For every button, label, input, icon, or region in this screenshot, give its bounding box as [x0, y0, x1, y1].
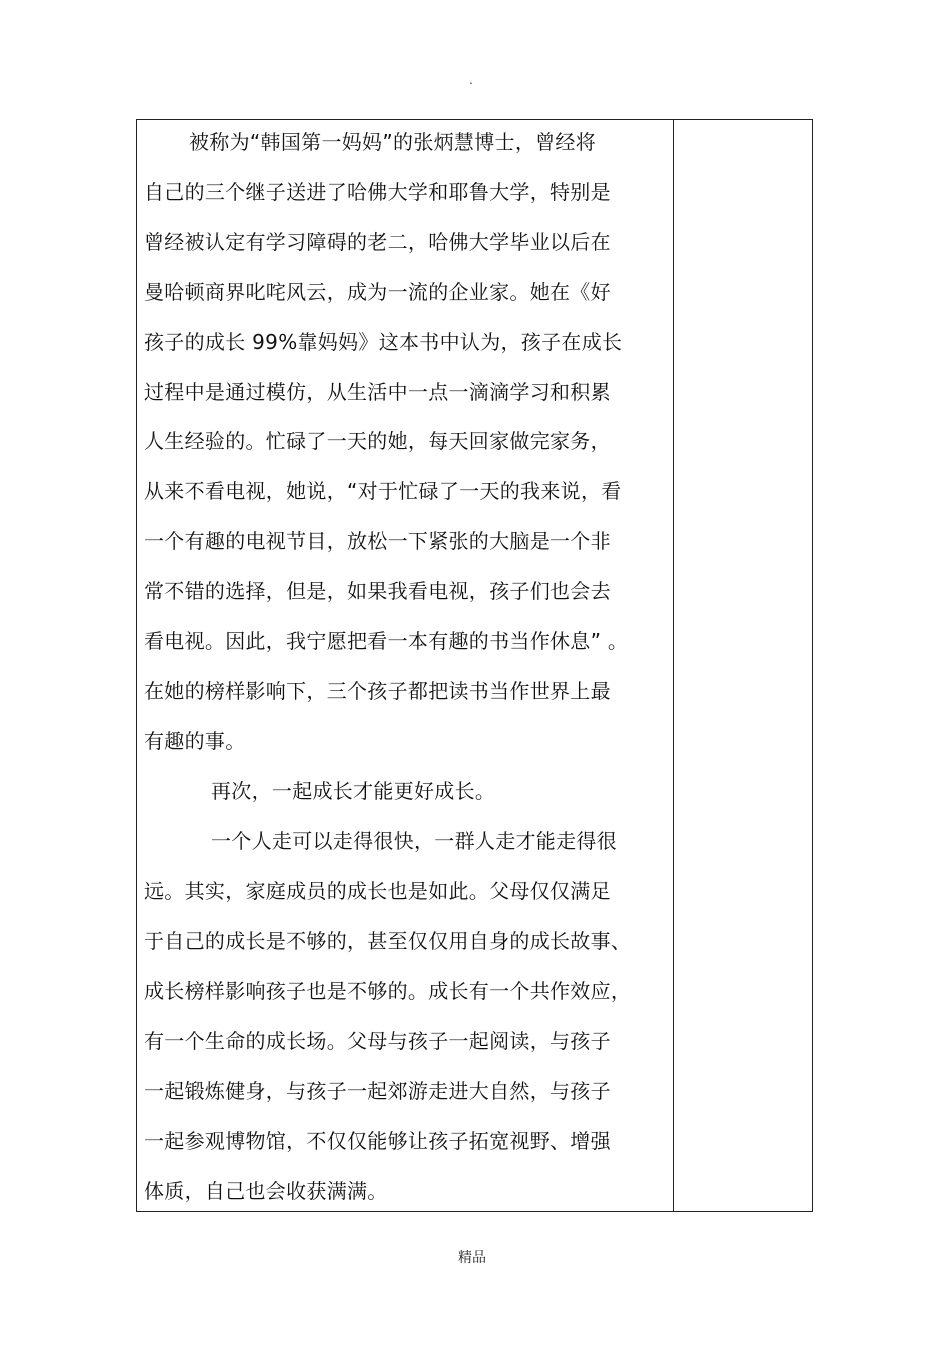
text-line: 常不错的选择，但是，如果我看电视，孩子们也会去 [144, 579, 611, 603]
column-divider [673, 120, 674, 1211]
text-line: 一起锻炼健身，与孩子一起郊游走进大自然，与孩子 [144, 1079, 611, 1103]
text-line: 曼哈顿商界叱咤风云，成为一流的企业家。她在《好 [144, 280, 611, 304]
text-line: 一个人走可以走得很快，一群人走才能走得很 [211, 829, 617, 853]
section-heading: 再次，一起成长才能更好成长。 [211, 779, 496, 803]
text-line: 人生经验的。忙碌了一天的她，每天回家做完家务， [144, 429, 611, 453]
text-line: 于自己的成长是不够的，甚至仅仅用自身的成长故事、 [144, 929, 632, 953]
text-line: 从来不看电视，她说，“对于忙碌了一天的我来说，看 [144, 479, 622, 503]
page-top-mark: . [469, 73, 473, 87]
text-line: 有一个生命的成长场。父母与孩子一起阅读，与孩子 [144, 1029, 611, 1053]
text-line: 在她的榜样影响下，三个孩子都把读书当作世界上最 [144, 679, 611, 703]
text-line: 远。其实，家庭成员的成长也是如此。父母仅仅满足 [144, 879, 611, 903]
text-line: 过程中是通过模仿，从生活中一点一滴滴学习和积累 [144, 380, 611, 404]
text-line: 一起参观博物馆，不仅仅能够让孩子拓宽视野、增强 [144, 1129, 611, 1153]
main-text-cell [137, 120, 673, 1211]
page-footer-text: 精品 [458, 1250, 486, 1266]
text-line: 被称为“韩国第一妈妈”的张炳慧博士，曾经将 [189, 130, 597, 154]
text-line: 有趣的事。 [144, 729, 246, 753]
text-line: 一个有趣的电视节目，放松一下紧张的大脑是一个非 [144, 529, 611, 553]
text-line: 自己的三个继子送进了哈佛大学和耶鲁大学，特别是 [144, 180, 611, 204]
content-table [136, 119, 813, 1212]
text-line: 体质，自己也会收获满满。 [144, 1179, 388, 1203]
text-line: 看电视。因此，我宁愿把看一本有趣的书当作休息” 。 [144, 629, 629, 653]
text-line: 成长榜样影响孩子也是不够的。成长有一个共作效应， [144, 979, 632, 1003]
text-line: 曾经被认定有学习障碍的老二，哈佛大学毕业以后在 [144, 230, 611, 254]
text-line: 孩子的成长 99%靠妈妈》这本书中认为，孩子在成长 [144, 330, 623, 354]
